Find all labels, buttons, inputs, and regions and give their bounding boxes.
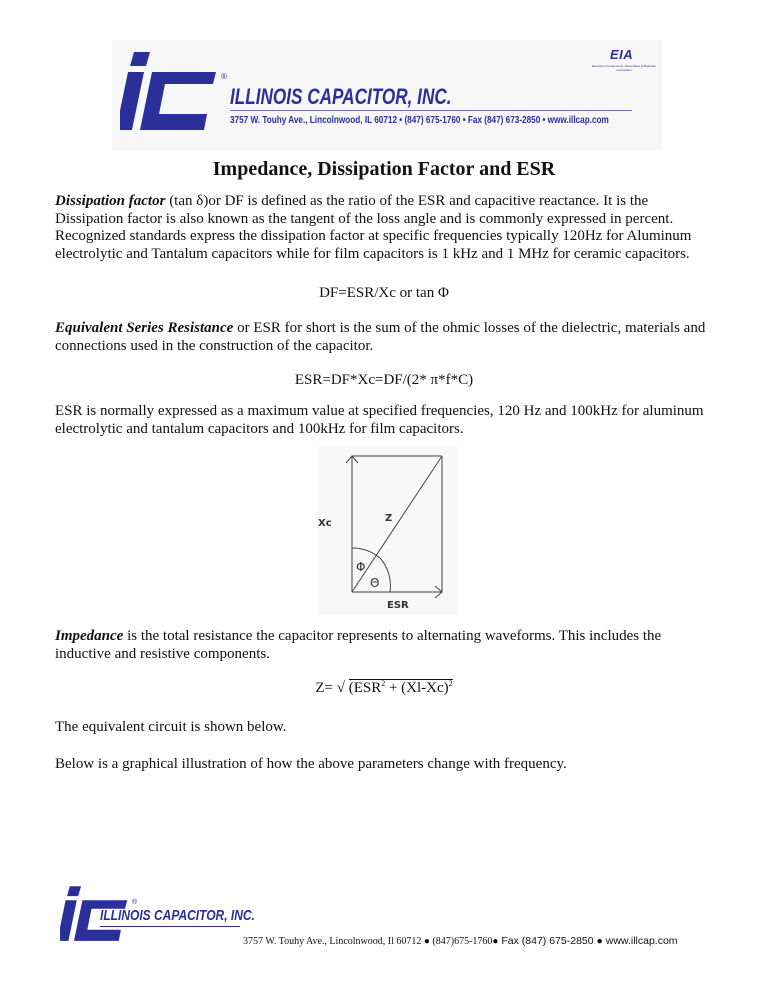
dissipation-term: Dissipation factor	[55, 193, 166, 209]
dissipation-paragraph	[55, 193, 715, 263]
footer-address	[243, 935, 678, 947]
company-name: ILLINOIS CAPACITOR, INC.	[230, 84, 452, 109]
z-label: Z	[385, 513, 393, 524]
esr-paragraph	[55, 320, 715, 355]
vector-diagram-icon	[317, 447, 458, 615]
footer-logo	[60, 885, 255, 945]
eia-logo-icon: EIA	[610, 47, 634, 62]
impedance-formula	[0, 679, 768, 697]
impedance-term: Impedance	[55, 628, 124, 644]
df-formula: DF=ESR/Xc or tan Φ	[319, 285, 449, 301]
theta-label: Θ	[370, 576, 380, 590]
ic-logo-icon	[120, 52, 220, 134]
eia-subtext: Electronic Components, Assemblies & Materials Association	[592, 64, 656, 72]
xc-label: Xc	[318, 518, 332, 529]
formula-prefix: Z= √	[315, 680, 349, 696]
esr-term: Equivalent Series Resistance	[55, 320, 234, 336]
header-address: 3757 W. Touhy Ave., Lincolnwood, IL 60712 • (847) 675-1760 • Fax (847) 673-2850 • www.illcap.com	[230, 114, 609, 126]
esr-formula: ESR=DF*Xc=DF/(2* π*f*C)	[294, 372, 474, 388]
impedance-vector-diagram	[317, 447, 458, 615]
footer-address-serif: 3757 W. Touhy Ave., Lincolnwood, Il 60712 ● (847)675-1760●	[243, 936, 499, 947]
footer-address-sans: Fax (847) 675-2850 ● www.illcap.com	[498, 935, 678, 947]
impedance-text: is the total resistance the capacitor represents to alternating waveforms. This includes the inductive and resistive components.	[55, 628, 662, 662]
esr-text: or ESR for short is the sum of the ohmic losses of the dielectric, materials and connections used in the construction of the capacitor.	[55, 320, 706, 354]
phi-label: Φ	[356, 560, 366, 574]
graph-intro-text: Below is a graphical illustration of how the above parameters change with frequency.	[55, 756, 567, 772]
footer-rule	[100, 926, 240, 927]
footer-registered-mark: ®	[132, 899, 138, 906]
esr-label: ESR	[387, 600, 409, 611]
formula-radicand: ($ESR^2 + (Xl-Xc)^2$	[348, 679, 453, 696]
dissipation-text: (tan δ)or DF is defined as the ratio of the ESR and capacitive reactance. It is the Dissipation factor is also known as the tangent of the loss angle and is commonly expressed in percent. Recognized standards express the dissipation factor at specific frequencies typically 120Hz for Aluminum electrolytic and Tantalum capacitors while for film capacitors is 1 kHz and 1 MHz for ceramic capacitors.	[55, 193, 692, 262]
header-rule	[230, 110, 632, 111]
letterhead-header	[112, 40, 662, 150]
registered-mark: ®	[221, 72, 227, 81]
equivalent-circuit-text: The equivalent circuit is shown below.	[55, 719, 287, 735]
page-title: Impedance, Dissipation Factor and ESR	[212, 158, 556, 180]
esr-note: ESR is normally expressed as a maximum value at specified frequencies, 120 Hz and 100kHz for aluminum electrolytic and tantalum capacitors and 100kHz for film capacitors.	[55, 403, 704, 437]
footer-company-name: ILLINOIS CAPACITOR, INC.	[100, 907, 255, 924]
impedance-paragraph	[55, 628, 715, 663]
